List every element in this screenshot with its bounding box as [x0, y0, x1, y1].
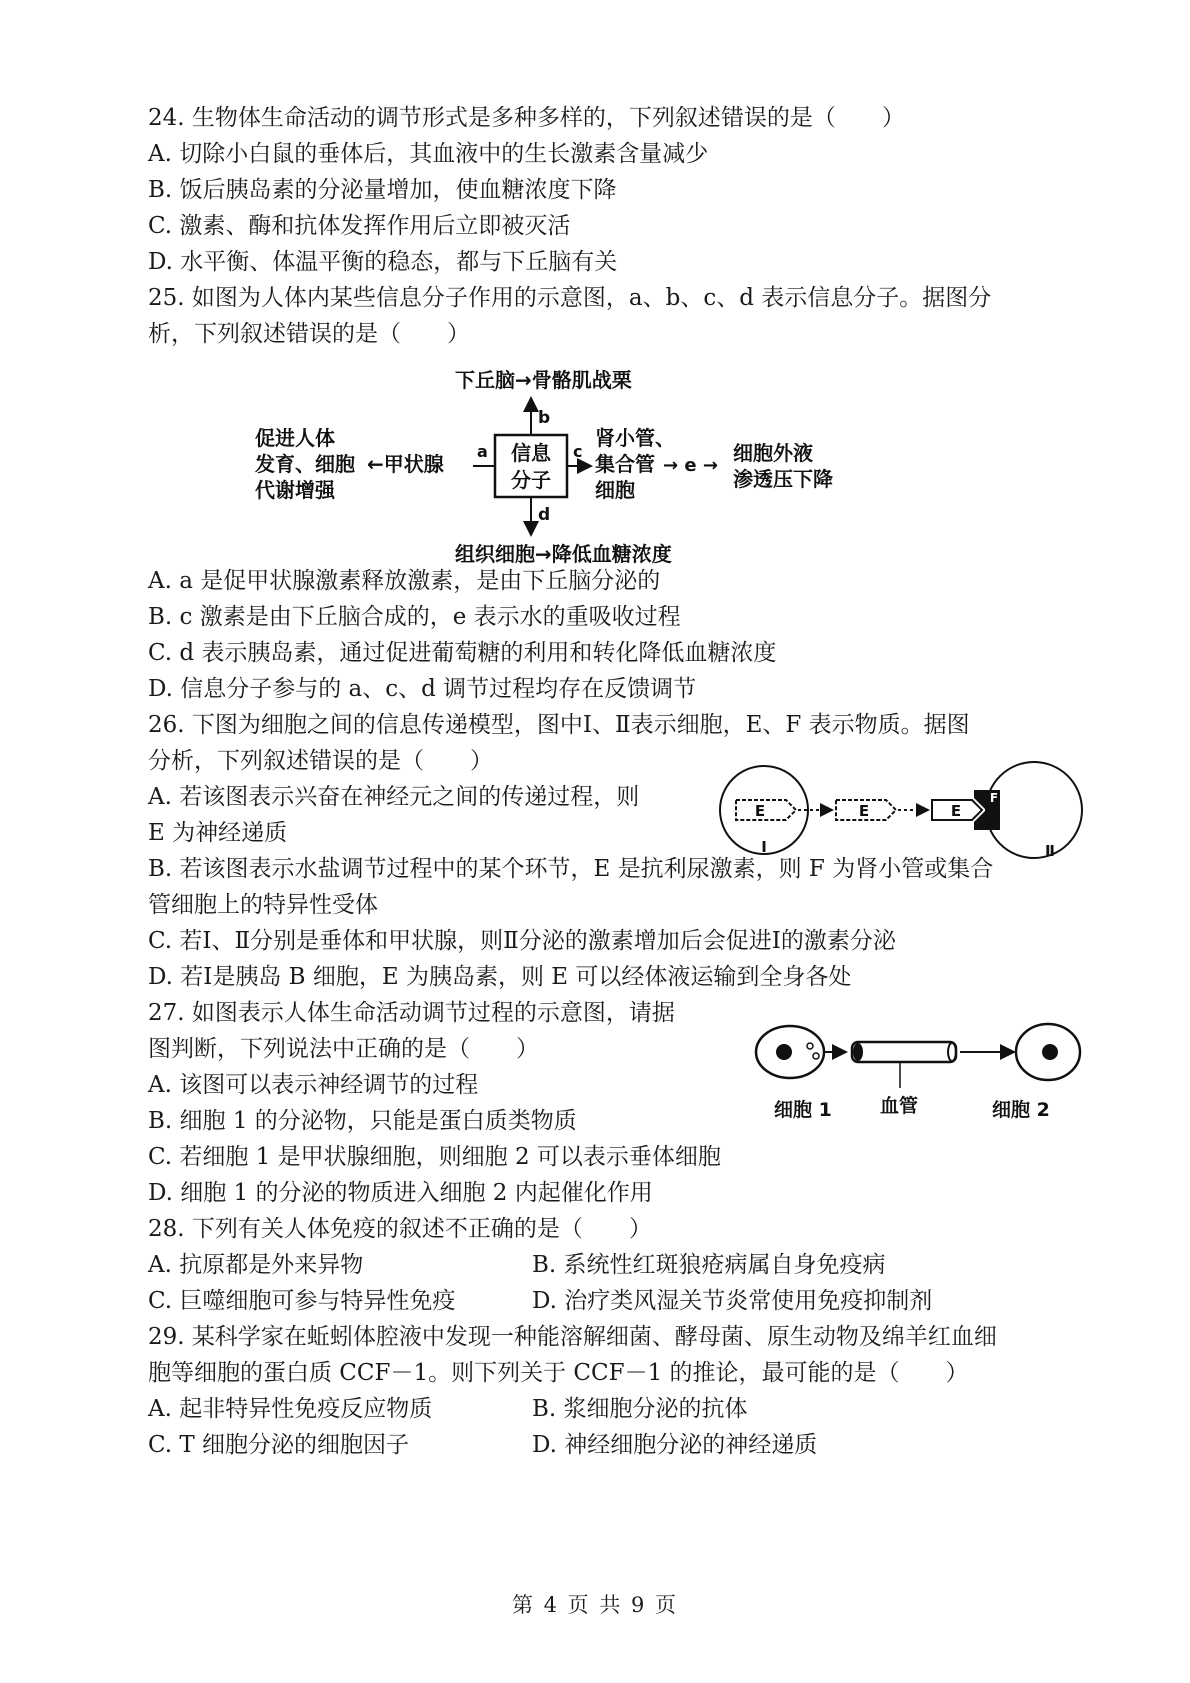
q24-option-c: C. 激素、酶和抗体发挥作用后立即被灭活: [148, 213, 571, 239]
left-label-2: 发育、细胞: [255, 452, 355, 476]
left-gland-label: ←甲状腺: [367, 452, 444, 476]
q29-option-b: B. 浆细胞分泌的抗体: [532, 1396, 748, 1422]
cell-2-label: Ⅱ: [1045, 842, 1055, 860]
left-label-3: 代谢增强: [255, 478, 335, 502]
q26-option-b-line2: 管细胞上的特异性受体: [148, 892, 378, 918]
q27-stem-line2: 图判断，下列说法中正确的是（ ）: [148, 1036, 539, 1062]
label-e-arrow: → e →: [663, 455, 718, 476]
vessel-label: 血管: [880, 1095, 919, 1117]
e-label-2: E: [858, 802, 870, 820]
q27-blood-vessel-diagram: [750, 1022, 1090, 1132]
q27-option-c: C. 若细胞 1 是甲状腺细胞，则细胞 2 可以表示垂体细胞: [148, 1144, 721, 1170]
bottom-label: 组织细胞→降低血糖浓度: [455, 542, 672, 565]
q29-stem-line1: 29. 某科学家在蚯蚓体腔液中发现一种能溶解细菌、酵母菌、原生动物及绵羊红血细: [148, 1324, 997, 1350]
label-c: c: [573, 442, 583, 461]
cell-1-nucleus: [776, 1044, 792, 1060]
left-label-1: 促进人体: [255, 426, 335, 450]
label-d: d: [538, 505, 551, 525]
q26-cell-signal-diagram: [716, 756, 1088, 864]
q26-stem-line1: 26. 下图为细胞之间的信息传递模型，图中Ⅰ、Ⅱ表示细胞，E、F 表示物质。据图: [148, 712, 970, 738]
q27-stem-line1: 27. 如图表示人体生命活动调节过程的示意图，请据: [148, 1000, 675, 1026]
label-b: b: [538, 408, 551, 428]
cell-2-nucleus: [1042, 1044, 1058, 1060]
q24-option-d: D. 水平衡、体温平衡的稳态，都与下丘脑有关: [148, 249, 618, 275]
q25-stem-line1: 25. 如图为人体内某些信息分子作用的示意图，a、b、c、d 表示信息分子。据图分: [148, 285, 992, 311]
cell-1-label: Ⅰ: [761, 838, 767, 856]
f-label: F: [989, 791, 999, 805]
label-a: a: [477, 442, 488, 461]
right-label-3: 细胞: [595, 478, 635, 502]
top-label: 下丘脑→骨骼肌战栗: [455, 368, 632, 392]
center-label-2: 分子: [511, 468, 551, 492]
page-number-footer: 第 4 页 共 9 页: [511, 1593, 679, 1617]
e-shape-cell1: [736, 800, 796, 820]
q26-stem-line2: 分析，下列叙述错误的是（ ）: [148, 748, 493, 774]
q24-option-a: A. 切除小白鼠的垂体后，其血液中的生长激素含量减少: [148, 141, 709, 167]
q27-option-a: A. 该图可以表示神经调节的过程: [148, 1072, 479, 1098]
right-label-1: 肾小管、: [595, 426, 675, 450]
q29-option-c: C. T 细胞分泌的细胞因子: [148, 1432, 410, 1458]
q28-option-b: B. 系统性红斑狼疮病属自身免疫病: [532, 1252, 886, 1278]
blood-vessel: [852, 1042, 956, 1062]
right-label-2: 集合管: [595, 452, 655, 476]
q27-option-d: D. 细胞 1 的分泌的物质进入细胞 2 内起催化作用: [148, 1180, 653, 1206]
far-right-label-1: 细胞外液: [733, 441, 813, 465]
q25-signal-molecule-diagram: [255, 365, 875, 565]
q26-option-c: C. 若Ⅰ、Ⅱ分别是垂体和甲状腺，则Ⅱ分泌的激素增加后会促进Ⅰ的激素分泌: [148, 928, 896, 954]
q29-option-d: D. 神经细胞分泌的神经递质: [532, 1432, 818, 1458]
q24-option-b: B. 饭后胰岛素的分泌量增加，使血糖浓度下降: [148, 177, 617, 203]
e-label-1: E: [754, 802, 766, 820]
cell-2-label: 细胞 2: [992, 1099, 1050, 1121]
center-label-1: 信息: [511, 441, 551, 465]
q28-option-a: A. 抗原都是外来异物: [148, 1252, 364, 1278]
q25-option-a: A. a 是促甲状腺激素释放激素，是由下丘脑分泌的: [148, 568, 661, 594]
q25-option-d: D. 信息分子参与的 a、c、d 调节过程均存在反馈调节: [148, 676, 697, 702]
q25-option-c: C. d 表示胰岛素，通过促进葡萄糖的利用和转化降低血糖浓度: [148, 640, 777, 666]
q26-option-b-line1: B. 若该图表示水盐调节过程中的某个环节，E 是抗利尿激素，则 F 为肾小管或集合: [148, 856, 994, 882]
cell-1-label: 细胞 1: [774, 1099, 832, 1121]
q29-stem-line2: 胞等细胞的蛋白质 CCF－1。则下列关于 CCF－1 的推论，最可能的是（ ）: [148, 1360, 969, 1386]
e-label-3: E: [950, 802, 962, 820]
q25-option-b: B. c 激素是由下丘脑合成的，e 表示水的重吸收过程: [148, 604, 681, 630]
q26-option-d: D. 若Ⅰ是胰岛 B 细胞，E 为胰岛素，则 E 可以经体液运输到全身各处: [148, 964, 852, 990]
q27-option-b: B. 细胞 1 的分泌物，只能是蛋白质类物质: [148, 1108, 577, 1134]
far-right-label-2: 渗透压下降: [733, 467, 833, 491]
q28-option-d: D. 治疗类风湿关节炎常使用免疫抑制剂: [532, 1288, 933, 1314]
q28-option-c: C. 巨噬细胞可参与特异性免疫: [148, 1288, 456, 1314]
q25-stem-line2: 析，下列叙述错误的是（ ）: [148, 321, 470, 347]
q28-stem: 28. 下列有关人体免疫的叙述不正确的是（ ）: [148, 1216, 652, 1242]
q26-option-a-line2: E 为神经递质: [148, 820, 288, 846]
q24-stem: 24. 生物体生命活动的调节形式是多种多样的，下列叙述错误的是（ ）: [148, 105, 905, 131]
q26-option-a-line1: A. 若该图表示兴奋在神经元之间的传递过程，则: [148, 784, 640, 810]
cell-2-circle: [986, 762, 1082, 858]
q29-option-a: A. 起非特异性免疫反应物质: [148, 1396, 433, 1422]
